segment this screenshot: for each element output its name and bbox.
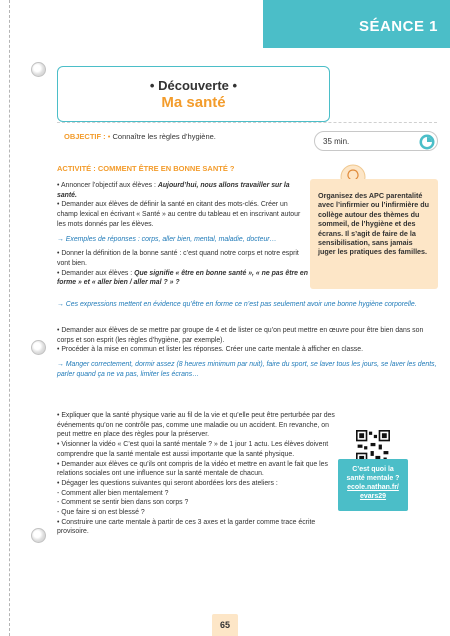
mental-health-block bbox=[57, 411, 338, 537]
title-bullet: • bbox=[149, 78, 155, 93]
tip-note bbox=[310, 179, 438, 289]
paragraph bbox=[57, 269, 308, 288]
paragraph: • Demander aux élèves de se mettre par groupe de 4 et de lister ce qu’on peut mettre en œuvre pour être bien dans son corps et son esprit (les règles d’hygiène, par exemple). bbox=[57, 327, 424, 344]
group-work-block bbox=[57, 326, 438, 380]
emphasis: Aujourd’hui, nous allons travailler sur la santé. bbox=[57, 182, 290, 199]
example-answers: → Exemples de réponses : corps, aller bien, mental, maladie, docteur… bbox=[57, 235, 277, 243]
title-bullet: • bbox=[232, 78, 238, 93]
example-rules: → Manger correctement, dormir assez (8 heures minimum par nuit), faire du sport, se laver tous les jours, se laver les dents, parler quand ça ne va pas, limiter les écrans… bbox=[57, 361, 437, 378]
paragraph: • Construire une carte mentale à partir de ces 3 axes et la garder comme trace écrite provisoire. bbox=[57, 518, 316, 536]
cut-line bbox=[9, 0, 10, 636]
title-category: Découverte bbox=[158, 78, 229, 93]
objectif-text: Connaître les règles d’hygiène. bbox=[112, 132, 216, 141]
tip-text: Organisez des APC parentalité avec l’infirmier ou l’infirmière du collège autour des thèmes du sommeil, de l’hygiène et des écrans. Il s’agit de faire de la sensibilisation, sans jamais juger les pratiques des familles. bbox=[318, 191, 430, 257]
blue-note: → Ces expressions mettent en évidence qu’être en forme ce n’est pas seulement avoir une bonne hygiène corporelle. bbox=[57, 301, 417, 308]
copyright-note bbox=[1, 505, 9, 625]
duration-text: 35 min. bbox=[323, 137, 350, 146]
page-title: Ma santé bbox=[161, 94, 226, 111]
paragraph: • Demander aux élèves ce qu’ils ont compris de la vidéo et mettre en avant le fait que les relations sociales ont une influence sur la santé mentale de chacun. bbox=[57, 460, 328, 478]
qr-line: C’est quoi la bbox=[352, 466, 394, 473]
question: - Que faire si on est blessé ? bbox=[57, 509, 145, 517]
intro-block bbox=[57, 181, 308, 288]
paragraph bbox=[57, 181, 308, 200]
divider bbox=[57, 122, 437, 123]
seance-label: SÉANCE 1 bbox=[358, 18, 438, 35]
objectif-line bbox=[64, 132, 216, 141]
page-number: 65 bbox=[212, 614, 238, 636]
objectif-bullet: • bbox=[107, 132, 111, 141]
paragraph: • Procéder à la mise en commun et lister les réponses. Créer une carte mentale à afficher en classe. bbox=[57, 346, 364, 354]
text: • Annoncer l’objectif aux élèves : bbox=[57, 182, 158, 189]
seance-header bbox=[263, 0, 450, 48]
clock-icon bbox=[419, 134, 435, 150]
binder-ring bbox=[31, 340, 46, 355]
binder-ring bbox=[31, 62, 46, 77]
activity-title: ACTIVITÉ : COMMENT ÊTRE EN BONNE SANTÉ ? bbox=[57, 164, 235, 173]
title-top bbox=[58, 78, 329, 93]
paragraph: • Dégager les questions suivantes qui seront abordées lors des ateliers : bbox=[57, 479, 278, 487]
qr-line: santé mentale ? bbox=[346, 475, 400, 482]
text: • Demander aux élèves : bbox=[57, 269, 135, 277]
qr-link[interactable]: ecole.nathan.fr/ bbox=[347, 484, 399, 491]
qr-link[interactable]: evars29 bbox=[359, 493, 387, 500]
paragraph: • Visionner la vidéo « C’est quoi la santé mentale ? » de 1 jour 1 actu. Les élèves doivent comprendre que la santé mentale est aussi importante que la santé physique. bbox=[57, 441, 329, 458]
objectif-label: OBJECTIF : bbox=[64, 132, 106, 141]
emphasis: Que signifie « être en bonne santé », « ne pas être en forme » et « aller bien / aller mal ? » ? bbox=[57, 269, 308, 287]
expression-note bbox=[57, 300, 438, 310]
title-card bbox=[57, 66, 330, 122]
paragraph: • Demander aux élèves de définir la santé en citant des mots-clés. Créer un champ lexical en écrivant « Santé » au centre du tableau et en inscrivant autour les mots donnés par les élèves. bbox=[57, 201, 301, 228]
paragraph: • Donner la définition de la bonne santé : c’est quand notre corps et notre esprit vont bien. bbox=[57, 250, 299, 267]
duration-pill bbox=[314, 131, 438, 151]
question: - Comment se sentir bien dans son corps ? bbox=[57, 499, 189, 507]
paragraph: • Expliquer que la santé physique varie au fil de la vie et qu’elle peut être perturbée par des événements qu’on ne contrôle pas, comme une maladie ou un accident. En revanche, on peut mettre en place des règles pour la préserver. bbox=[57, 412, 335, 439]
question: - Comment aller bien mentalement ? bbox=[57, 489, 169, 497]
binder-ring bbox=[31, 528, 46, 543]
qr-caption[interactable] bbox=[338, 459, 408, 511]
